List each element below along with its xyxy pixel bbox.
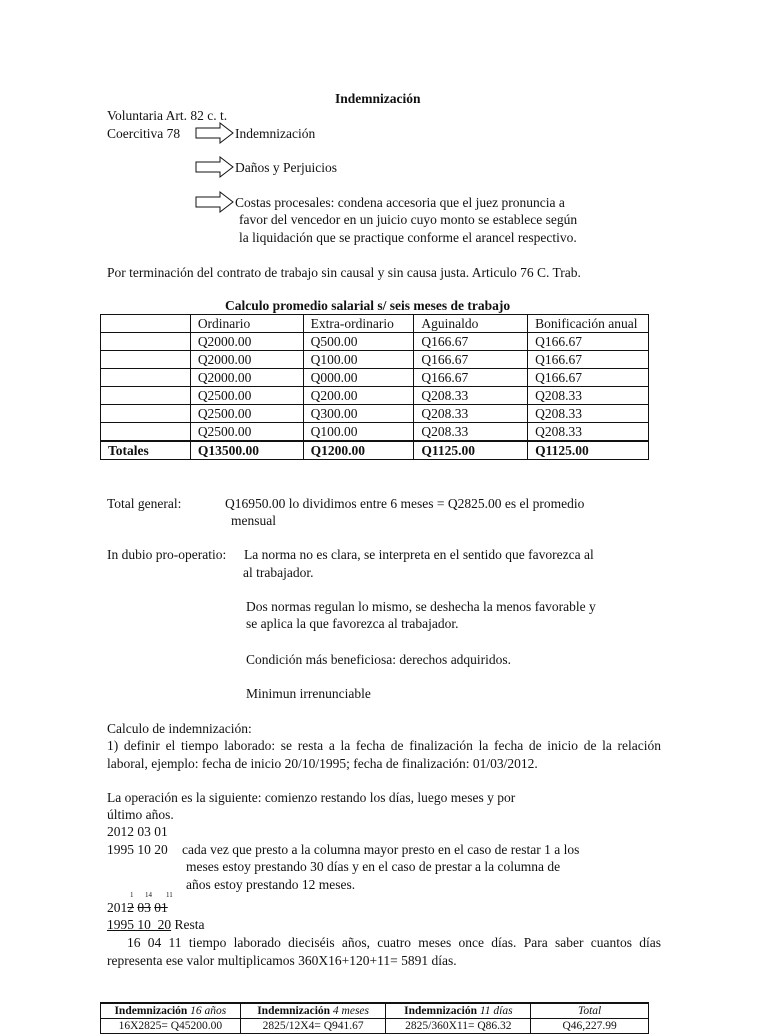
table-cell: 2825/360X11= Q86.32 [386,1019,531,1034]
table-header-cell [531,1003,649,1019]
table-cell: Q208.33 [414,387,528,405]
year-part: 201 [107,900,128,915]
table-cell: Q000.00 [303,369,414,387]
table-cell: Q2000.00 [190,351,303,369]
borrow-line-1: cada vez que presto a la columna mayor presto en el caso de restar 1 a los [182,842,580,857]
header-italic: 16 años [190,1005,227,1017]
date-start: 1995 10 20 [107,842,168,857]
table-cell: 2825/12X4= Q941.67 [240,1019,386,1034]
in-dubio-text-2: al trabajador. [243,565,314,580]
arrow-right-icon [195,191,235,213]
struck-month: 03 [137,900,151,915]
in-dubio-p3: Condición más beneficiosa: derechos adquiridos. [246,652,512,667]
borrow-mark: 11 [166,891,173,899]
header-italic: Total [577,1005,602,1017]
subtrahend-date: 1995 10 20 [107,917,172,932]
table-header-row [101,1003,649,1019]
table-cell [101,423,191,442]
table-row [101,369,649,387]
table-cell [101,351,191,369]
coercitiva-line: Coercitiva 78 [107,126,181,141]
table-header-cell [240,1003,386,1019]
table-cell [101,369,191,387]
table-cell: Q1125.00 [414,441,528,460]
page-title: Indemnización [335,91,421,106]
table-header-cell: Extra-ordinario [303,315,414,333]
table-cell: 16X2825= Q45200.00 [101,1019,241,1034]
voluntaria-line: Voluntaria Art. 82 c. t. [107,108,228,123]
table-header-cell: Bonificación anual [528,315,649,333]
table-cell: Q2500.00 [190,405,303,423]
in-dubio-text: La norma no es clara, se interpreta en el sentido que favorezca al [244,547,594,562]
table-row [101,387,649,405]
termination-paragraph: Por terminación del contrato de trabajo sin causal y sin causa justa. Articulo 76 C. Trab. [107,265,581,280]
table-row [101,405,649,423]
table-cell: Q208.33 [414,423,528,442]
total-general-text: Q16950.00 lo dividimos entre 6 meses = Q2825.00 es el promedio [225,496,585,511]
borrow-mark: 1 [130,891,134,899]
in-dubio-p4: Minimun irrenunciable [246,686,371,701]
operation-line-1: La operación es la siguiente: comienzo restando los días, luego meses y por [107,790,516,805]
table-cell: Q166.67 [414,333,528,351]
header-bold: Indemnización [114,1005,188,1017]
table-row [101,351,649,369]
indemnity-table [100,1002,649,1034]
table-cell [101,387,191,405]
table-cell: Q208.33 [528,387,649,405]
struck-year-digit: 2 [127,900,134,915]
item-danos: Daños y Perjuicios [235,160,337,175]
in-dubio-p2: Dos normas regulan lo mismo, se deshecha la menos favorable y [246,599,596,614]
arrow-right-icon [195,156,235,178]
table-header-cell [101,315,191,333]
costas-line-3: la liquidación que se practique conforme el arancel respectivo. [239,230,577,245]
salary-table-caption: Calculo promedio salarial s/ seis meses de trabajo [225,298,511,313]
result-paragraph: 16 04 11 tiempo laborado dieciséis años, cuatro meses once días. Para saber cuantos días representa ese valor multiplicamos 360X16+120+11= 5891 días. [107,935,661,968]
table-header-cell [101,1003,241,1019]
arrow-right-icon [195,122,235,144]
table-row [101,1019,649,1034]
struck-date [107,899,168,917]
table-cell: Q1125.00 [528,441,649,460]
table-cell: Q166.67 [528,351,649,369]
table-row [101,423,649,442]
borrow-mark: 14 [145,891,152,899]
table-header-cell: Ordinario [190,315,303,333]
table-cell: Q208.33 [528,423,649,442]
table-header-cell [386,1003,531,1019]
subtraction-line [107,916,205,934]
calculo-heading: Calculo de indemnización: [107,721,252,736]
calculo-step-1: 1) definir el tiempo laborado: se resta a la fecha de finalización la fecha de inicio de la relación laboral, ejemplo: fecha de inicio 20/10/1995; fecha de finalización: 01/03/2012. [107,738,661,771]
header-bold: Indemnización [404,1005,477,1017]
item-costas: Costas procesales: condena accesoria que el juez pronuncia a [235,195,565,210]
total-general-label: Total general: [107,496,182,511]
struck-day: 01 [154,900,168,915]
table-cell: Q208.33 [414,405,528,423]
table-cell: Q166.67 [528,369,649,387]
header-italic: 11 días [479,1005,513,1017]
table-cell [101,405,191,423]
table-header-row [101,315,649,333]
table-cell: Q208.33 [528,405,649,423]
table-cell: Q500.00 [303,333,414,351]
header-italic: 4 meses [332,1005,370,1017]
header-bold: Indemnización [257,1005,331,1017]
table-row [101,333,649,351]
table-cell: Q2500.00 [190,387,303,405]
item-indemnizacion: Indemnización [235,126,316,141]
borrow-line-3: años estoy prestando 12 meses. [186,877,356,892]
table-totals-row [101,441,649,460]
table-cell [101,333,191,351]
table-cell: Q100.00 [303,423,414,442]
table-cell: Q166.67 [414,369,528,387]
table-cell: Q2000.00 [190,333,303,351]
operation-line-2: último años. [107,807,174,822]
table-cell: Totales [101,441,191,460]
salary-table [100,314,649,460]
resta-label: Resta [174,917,205,932]
in-dubio-p2-2: se aplica la que favorezca al trabajador. [246,616,459,631]
costas-line-2: favor del vencedor en un juicio cuyo monto se establece según [239,212,578,227]
date-end: 2012 03 01 [107,824,168,839]
table-cell: Q1200.00 [303,441,414,460]
table-cell: Q300.00 [303,405,414,423]
table-cell: Q166.67 [528,333,649,351]
in-dubio-label: In dubio pro-operatio: [107,547,227,562]
table-cell: Q46,227.99 [531,1019,649,1034]
table-cell: Q2500.00 [190,423,303,442]
borrow-line-2: meses estoy prestando 30 días y en el caso de prestar a la columna de [186,859,561,874]
table-cell: Q100.00 [303,351,414,369]
table-cell: Q2000.00 [190,369,303,387]
table-cell: Q166.67 [414,351,528,369]
table-cell: Q13500.00 [190,441,303,460]
table-header-cell: Aguinaldo [414,315,528,333]
table-cell: Q200.00 [303,387,414,405]
total-general-text-2: mensual [231,513,276,528]
